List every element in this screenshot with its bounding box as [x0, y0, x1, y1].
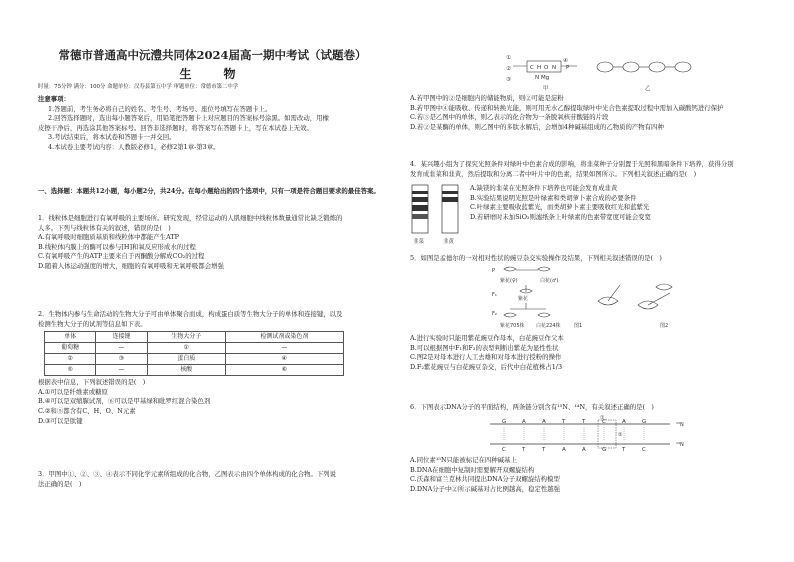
label-female: 紫花(♀)	[500, 278, 518, 284]
label-jiucai: 韭菜	[413, 239, 425, 245]
element-label: C	[530, 65, 534, 71]
flower-icon	[504, 267, 516, 271]
tube-jiuhuang	[442, 185, 458, 233]
q3-stem: 法正确的是( )	[38, 479, 82, 488]
notice-heading: 注意事项：	[38, 95, 70, 103]
table-cell: ⑥	[225, 365, 343, 376]
label-fig1: 图1	[574, 323, 583, 329]
table-cell: —	[96, 343, 147, 354]
table-cell: ②	[45, 354, 96, 365]
table-cell: ①	[147, 343, 225, 354]
base-top: G	[502, 419, 507, 425]
element-label: N	[552, 65, 557, 71]
table-header: 连接键	[96, 332, 147, 343]
table-cell: 核酸	[147, 365, 225, 376]
q5-figure	[470, 265, 690, 331]
notice-item: 1.答题前，考生务必将自己的姓名、考生号、考场号、座位号填写在答题卡上。	[48, 104, 272, 113]
monomer-chain	[597, 62, 691, 72]
isotope-top: ¹⁵N	[676, 422, 684, 428]
base-bottom: A	[562, 447, 566, 453]
q4-option-b: B.实验结果说明光照是叶绿素和类胡萝卜素合成的必要条件	[470, 193, 637, 202]
q3-option-c: C.若③是乙图中的单体，则乙表示的化合物为一条脱氧核苷酸链的片段	[410, 113, 609, 122]
subject-title: 生 物	[179, 67, 246, 81]
q2-option-b: B.④可以是双缩脲试剂，⑥可以是甲基绿和吡罗红混合染色剂	[38, 397, 211, 406]
monomer	[623, 62, 639, 72]
question-2	[38, 310, 388, 426]
q6-option-d: D.DNA分子中②所示碱基对占比例越高，稳定性越强	[410, 484, 561, 493]
table-row	[45, 365, 344, 376]
table-cell: ④	[225, 354, 343, 365]
exam-title: 常德市普通高中沅澧共同体2024届高一期中考试（试题卷）	[58, 48, 367, 62]
notice-item: 4.本试卷主要考试内容：人教版必修1，必修2第1章-第3章。	[48, 142, 220, 151]
q5-options	[410, 334, 772, 372]
q3-figure	[505, 52, 725, 92]
table-header: 单体	[45, 332, 96, 343]
base-top: A	[622, 419, 626, 425]
element-label: N	[535, 75, 540, 81]
label-p: P	[492, 268, 496, 274]
question-3-stem	[38, 470, 388, 489]
base-top: G	[642, 419, 647, 425]
q6-option-b: B.DNA在细胞中复制时需要解开双螺旋结构	[410, 465, 535, 474]
base-bottom: T	[622, 447, 626, 453]
q4-options	[470, 184, 770, 222]
q3-options	[410, 94, 772, 132]
notice-item: 3.考试结束后，将本试卷和答题卡一并交回。	[48, 133, 176, 142]
q2-table	[44, 331, 344, 376]
label-f2-white: 白花224株	[536, 323, 561, 329]
table-header: 生物大分子	[147, 332, 225, 343]
figure-label-yi: 乙	[645, 86, 651, 92]
label-f2-purple: 紫花705株	[500, 323, 525, 329]
tube-jiucai	[412, 185, 428, 233]
base-bottom: A	[582, 447, 586, 453]
q3-option-d: D.若②是某酶的单体，则乙图中的多肽水解后，会增加4种碱基组成的乙物质的产物有四种	[410, 122, 664, 131]
q5-option-b: B.可以根据图中F₁和F₂的表型判断出紫花为显性性状	[410, 343, 559, 352]
q6-dna-figure	[480, 414, 700, 454]
base-bottom: C	[642, 447, 646, 453]
element-label: H	[537, 65, 542, 71]
brush-icon	[648, 293, 670, 305]
q4-option-d: D.若研磨时未加SiO₂则滤纸条上叶绿素的色素带宽度可能会变宽	[470, 212, 651, 221]
label-fig2: 图2	[660, 323, 669, 329]
q4-option-c: C.叶绿素主要吸收蓝紫光，而类胡萝卜素主要吸收红光和蓝紫光	[470, 203, 650, 212]
q4-stem: 4．某兴趣小组为了探究光照条件对绿叶中色素合成的影响，将韭菜种子分别置于光照和黑暗条件下培养，获得分别	[410, 160, 734, 168]
q1-option-c: C.有氧呼吸产生的ATP主要来自于丙酮酸分解成CO₂的过程	[38, 252, 205, 261]
compound-label: ③	[506, 77, 511, 83]
q2-option-c: C.②和⑤都含有C、H、O、N元素	[38, 406, 136, 415]
q5-option-a: A.进行实验时只能用紫花豌豆作母本，白花豌豆作父本	[410, 334, 564, 342]
mark-1: ①	[600, 415, 605, 421]
label-f1-purple: 紫花	[518, 296, 529, 302]
label-f1: F₁	[492, 292, 497, 298]
element-label: Mg	[541, 75, 550, 81]
flower-icon	[656, 284, 672, 290]
isotope-bottom: ¹⁴N	[676, 442, 684, 448]
q3-option-b: B.若甲图中④能吸收、传递和转换光能，则可用无水乙醇提取绿叶中光合色素提取过程中需加入碳酸钙进行保护	[410, 103, 724, 112]
flower-icon	[538, 313, 550, 317]
label-male: 白花(♂)	[540, 278, 559, 284]
q6-option-c: C.沃森和富兰克林共同提出DNA分子双螺旋结构模型	[410, 475, 560, 484]
q2-option-a: A.①可以是纤维素或糖原	[38, 387, 108, 396]
q5-option-c: C.图2是对母本进行人工去雄和对母本进行授粉的操作	[410, 353, 562, 362]
question-6	[410, 403, 772, 413]
base-top: A	[542, 419, 546, 425]
section-heading: 一、选择题：本题共12小题，每小题2分，共24分。在每小题给出的四个选项中，只有一项是符合题目要求的最佳答案。	[38, 187, 380, 195]
table-cell: ③	[96, 354, 147, 365]
flower-icon	[538, 267, 550, 271]
q5-stem: 5．如图是孟德尔的一对相对性状的豌豆杂交实验操作及结果，下列相关叙述错误的是( )	[410, 254, 662, 262]
exam-meta: 时量：75分钟 满分：100分 命题单位：汉寿县第五中学 审题单位：常德市第二中学	[38, 84, 239, 90]
base-top: C	[602, 419, 606, 425]
notice-block	[38, 95, 388, 153]
notice-item: 2.回答选择题时，选出每小题答案后，用铅笔把答题卡上对应题目的答案标号涂黑。如需改动，用橡	[48, 114, 329, 123]
q1-stem: 人多。下列与线粒体有关的叙述，错误的是( )	[38, 223, 171, 232]
base-top: T	[582, 419, 586, 425]
q6-stem: 6．下图表示DNA分子的平面结构，两条链分别含有¹⁵N、¹⁴N，有关叙述正确的是( )	[410, 403, 654, 411]
monomer	[649, 62, 665, 72]
q1-option-a: A.有氧呼吸时细胞质基质和线粒体中都能产生ATP	[38, 233, 179, 242]
monomer	[597, 62, 613, 72]
compound-label: ②	[506, 66, 511, 72]
q1-option-d: D.随着人体运动强度的增大，细胞的有氧呼吸和无氧呼吸都会增强	[38, 261, 224, 270]
base-bottom: T	[522, 447, 526, 453]
mark-2: ②	[618, 432, 623, 438]
element-label: O	[544, 65, 549, 71]
question-1	[38, 214, 388, 272]
q4-option-a: A.缺镁的韭菜在光照条件下培养也可能会发育成韭黄	[470, 184, 618, 192]
label-jiuhuang: 韭黄	[443, 239, 455, 245]
q4-stem: 发育成韭菜和韭黄，然后提取和分离二者中叶片中的色素，结果如图所示。下列相关叙述正确的是( )	[410, 169, 697, 178]
table-row	[45, 343, 344, 354]
base-bottom: T	[542, 447, 546, 453]
base-bottom: G	[602, 447, 607, 453]
notice-item: 皮擦干净后，再选涂其他答案标号。回答非选择题时，将答案写在答题卡上，写在本试卷上无效。	[38, 123, 313, 132]
table-row	[45, 354, 344, 365]
q3-option-a: A.若甲图中的②是细胞内的储能物质，则②可能是淀粉	[410, 94, 564, 102]
q2-stem: 2．生物体内参与生命活动的生物大分子可由单体聚合而成，构成蛋白质等生物大分子的单体和连接键，以及	[38, 310, 343, 318]
q3-stem: 3．甲图中①、②、③、④表示不同化学元素所组成的化合物，乙图表示由四个单体构成的化合物。下列说	[38, 470, 337, 478]
compound-label: ④	[563, 58, 568, 64]
question-5	[410, 254, 772, 264]
q1-stem: 1．线粒体是细胞进行有氧呼吸的主要场所。研究发现，经常运动的人肌细胞中线粒体数量通常比缺乏锻炼的	[38, 214, 343, 222]
table-cell: 蛋白质	[147, 354, 225, 365]
base-top: A	[522, 419, 526, 425]
q4-chromatography-figure	[408, 181, 468, 247]
q6-option-a: A.同位素¹⁵N只能被标记在四种碱基上	[410, 456, 517, 464]
figure-label-jia: 甲	[543, 86, 549, 92]
compound-label: ①	[506, 55, 511, 61]
base-bottom: C	[502, 447, 506, 453]
q6-options	[410, 456, 772, 494]
table-header-row	[45, 332, 344, 343]
q5-option-d: D.F₂紫花豌豆与白花豌豆杂交，后代中白花植株占1/3	[410, 362, 563, 371]
q2-option-d: D.③可以是肽键	[38, 416, 83, 425]
flower-icon	[504, 313, 516, 317]
table-cell: ⑤	[45, 365, 96, 376]
table-cell: —	[225, 343, 343, 354]
element-label: P	[566, 65, 570, 71]
table-cell: —	[96, 365, 147, 376]
q2-stem: 检测生物大分子的试剂等信息如下表。	[38, 319, 147, 328]
label-f2: F₂	[492, 311, 497, 317]
q2-after: 根据表中信息，下列叙述错误的是( )	[38, 378, 146, 387]
table-cell: 葡萄糖	[45, 343, 96, 354]
base-top: T	[562, 419, 566, 425]
question-4	[410, 160, 772, 179]
monomer	[675, 62, 691, 72]
table-header: 检测试剂或染色剂	[225, 332, 343, 343]
q1-option-b: B.线粒体内膜上的酶可以参与[H]和氧反应形成水的过程	[38, 242, 196, 251]
